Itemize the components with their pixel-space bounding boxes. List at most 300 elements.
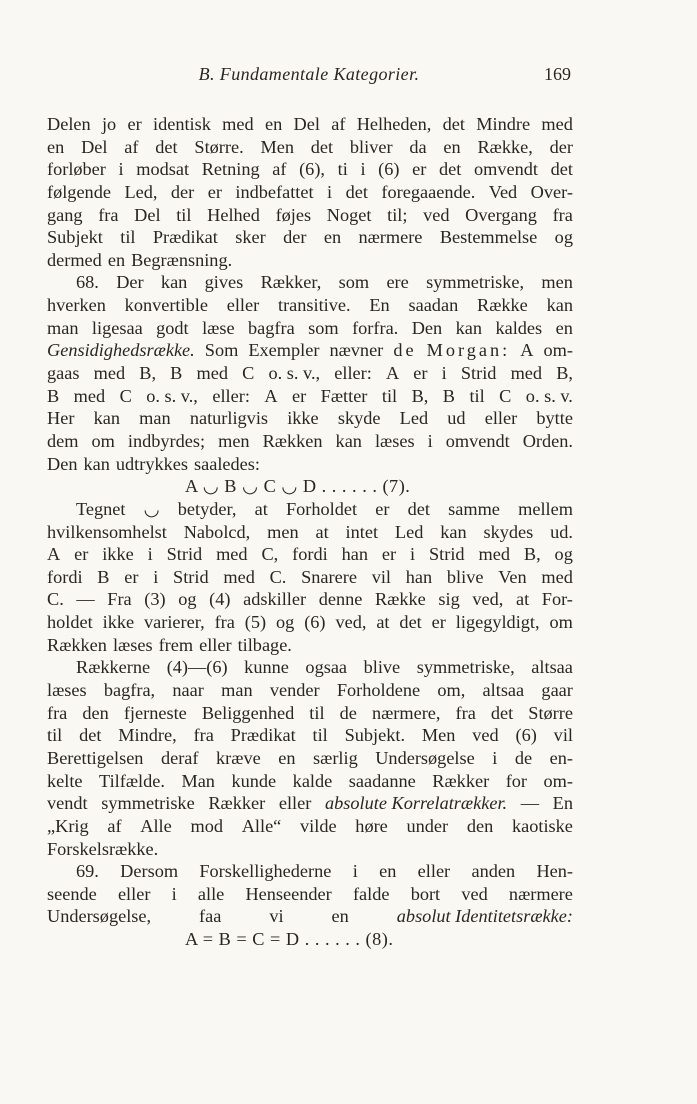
word: af bbox=[331, 114, 346, 134]
word: at bbox=[515, 589, 530, 610]
word: kan bbox=[546, 295, 573, 316]
word: Dersom bbox=[120, 861, 179, 882]
word: kan bbox=[160, 272, 188, 293]
word: Større bbox=[528, 702, 573, 723]
text-line bbox=[47, 430, 573, 453]
word: dem bbox=[47, 430, 79, 451]
word: at bbox=[376, 612, 390, 633]
word: sker bbox=[235, 227, 266, 248]
word: er bbox=[127, 114, 142, 134]
word: bort bbox=[410, 883, 441, 904]
word: læses bbox=[112, 634, 153, 655]
word: Orden. bbox=[522, 430, 573, 451]
word: med bbox=[541, 566, 573, 587]
word: Der bbox=[116, 272, 144, 293]
text-line bbox=[47, 724, 573, 747]
word: vendt bbox=[47, 793, 88, 814]
word: til bbox=[469, 385, 485, 406]
word: o. s. v., bbox=[146, 385, 198, 406]
word: ligesaa bbox=[91, 317, 143, 338]
word: det bbox=[310, 136, 334, 157]
word: og bbox=[554, 227, 573, 248]
word: o. s. v. bbox=[525, 385, 573, 406]
word: forløber bbox=[47, 159, 106, 180]
text-line bbox=[47, 498, 573, 521]
running-header bbox=[47, 64, 571, 90]
word: gang bbox=[47, 204, 83, 225]
word: Mindre bbox=[476, 114, 531, 134]
word: nævner bbox=[329, 340, 384, 361]
word: C. bbox=[269, 566, 287, 587]
text-line bbox=[47, 317, 573, 340]
text-line bbox=[47, 883, 573, 906]
text-line bbox=[47, 249, 573, 272]
word: fra bbox=[214, 612, 235, 633]
word: o. s. v., bbox=[268, 363, 321, 384]
word: tilbage. bbox=[237, 634, 292, 655]
word: naar bbox=[172, 680, 204, 701]
word: Subjekt bbox=[47, 227, 103, 248]
word: Undersøgelse bbox=[375, 747, 475, 768]
word: (5) bbox=[244, 612, 267, 633]
word: Noget bbox=[326, 204, 372, 225]
word: i bbox=[360, 159, 366, 180]
word: forfra. bbox=[352, 317, 399, 338]
word: om, bbox=[437, 680, 466, 701]
text-line bbox=[47, 362, 573, 385]
word: alle bbox=[197, 883, 225, 904]
word: ogsaa bbox=[305, 657, 348, 678]
word: er bbox=[381, 544, 397, 565]
word: C. bbox=[47, 589, 64, 610]
word: gaas bbox=[47, 363, 80, 384]
word: fra bbox=[47, 702, 68, 723]
word: — bbox=[76, 589, 95, 610]
word: Retning bbox=[201, 159, 260, 180]
word: A bbox=[47, 544, 61, 565]
word: anden bbox=[471, 861, 516, 882]
word: gaar bbox=[541, 680, 573, 701]
word: at bbox=[315, 521, 329, 542]
word: Led, bbox=[124, 181, 158, 202]
word: Rækker bbox=[208, 793, 266, 814]
text-line bbox=[47, 113, 573, 136]
word: fra bbox=[552, 204, 573, 225]
word: vi bbox=[269, 906, 284, 927]
word: Fra bbox=[107, 589, 132, 610]
word: B, bbox=[139, 363, 157, 384]
word: dermed bbox=[47, 249, 102, 270]
word: en bbox=[379, 861, 397, 882]
word: læse bbox=[202, 317, 235, 338]
word: en bbox=[323, 227, 342, 248]
word: mellem bbox=[518, 498, 573, 519]
word: ud bbox=[447, 408, 466, 429]
word: Strid bbox=[429, 544, 465, 565]
word: (3) bbox=[144, 589, 166, 610]
word: Snarere bbox=[301, 566, 357, 587]
word: altsaa bbox=[531, 657, 573, 678]
text-line bbox=[47, 521, 573, 544]
text-line bbox=[47, 158, 573, 181]
word: 68. bbox=[76, 272, 99, 293]
word: i bbox=[492, 747, 498, 768]
word: Bestemmelse bbox=[439, 227, 538, 248]
word: omvendt bbox=[445, 430, 510, 451]
text-line bbox=[47, 385, 573, 408]
word: af bbox=[272, 159, 287, 180]
word: A = B = C = D . . . . . . (8). bbox=[185, 929, 394, 950]
word: ligegyldigt, bbox=[455, 612, 540, 633]
word: Over- bbox=[530, 181, 573, 202]
word: Rækkerne bbox=[76, 657, 151, 678]
word: ved, bbox=[472, 589, 504, 610]
word: ved bbox=[423, 204, 450, 225]
word: fra bbox=[455, 702, 476, 723]
word: ◡ bbox=[143, 498, 160, 519]
word: identisk bbox=[152, 114, 211, 134]
word: følgende bbox=[47, 181, 111, 202]
word: om- bbox=[543, 340, 573, 361]
word: intet bbox=[345, 521, 379, 542]
word: til bbox=[120, 227, 136, 248]
word: Som bbox=[204, 340, 239, 361]
word: en- bbox=[549, 747, 573, 768]
text-line bbox=[47, 294, 573, 317]
word: til bbox=[47, 725, 63, 746]
word: skydes bbox=[483, 521, 534, 542]
word: naturligvis bbox=[189, 408, 269, 429]
word: B bbox=[47, 385, 60, 406]
word: og bbox=[276, 612, 295, 633]
word: bagfra bbox=[248, 317, 295, 338]
word: B bbox=[442, 385, 455, 406]
word: i bbox=[118, 159, 124, 180]
word: en bbox=[264, 114, 283, 134]
word: de bbox=[393, 340, 417, 361]
word: samme bbox=[448, 498, 500, 519]
running-title: B. Fundamentale Kategorier. bbox=[198, 64, 420, 84]
word: er bbox=[413, 363, 428, 384]
word: kan bbox=[455, 317, 483, 338]
word: Gensidighedsrække. bbox=[47, 340, 195, 361]
text-line bbox=[47, 566, 573, 589]
word: af bbox=[124, 136, 139, 157]
word: det bbox=[438, 159, 462, 180]
word: C bbox=[119, 385, 132, 406]
text-line bbox=[47, 905, 573, 928]
word: B bbox=[97, 566, 110, 587]
word: Men bbox=[421, 725, 456, 746]
word: med bbox=[222, 114, 254, 134]
word: symmetriske, bbox=[426, 272, 525, 293]
word: Nabolcd, bbox=[183, 521, 251, 542]
word: Subjekt. bbox=[344, 725, 406, 746]
word: saaledes: bbox=[193, 453, 260, 474]
word: at bbox=[254, 498, 268, 519]
word: Ved bbox=[488, 181, 518, 202]
word: ved, bbox=[335, 612, 367, 633]
word: blive bbox=[363, 657, 401, 678]
text-line bbox=[47, 860, 573, 883]
word: Den bbox=[47, 453, 78, 474]
word: fra bbox=[193, 725, 214, 746]
word: en bbox=[555, 317, 573, 338]
word: betyder, bbox=[177, 498, 237, 519]
word: man bbox=[139, 408, 171, 429]
word: Exempler bbox=[248, 340, 320, 361]
word: kalde bbox=[292, 770, 333, 791]
word: Forholdet bbox=[285, 498, 358, 519]
word: Beliggenhed bbox=[201, 702, 295, 723]
word: om bbox=[549, 612, 573, 633]
text-line bbox=[47, 453, 573, 476]
word: som bbox=[308, 317, 339, 338]
word: han bbox=[405, 566, 433, 587]
word: ikke bbox=[102, 612, 135, 633]
text-line bbox=[47, 838, 573, 861]
word: Del bbox=[81, 136, 108, 157]
word: bagfra, bbox=[103, 680, 156, 701]
word: modsat bbox=[136, 159, 190, 180]
word: godt bbox=[156, 317, 189, 338]
text-line bbox=[47, 407, 573, 430]
word: Hen- bbox=[536, 861, 573, 882]
word: det bbox=[155, 136, 178, 157]
word: Tilfælde. bbox=[99, 770, 165, 791]
word: læses bbox=[374, 430, 415, 451]
word: en bbox=[107, 249, 126, 270]
text-line bbox=[47, 271, 573, 294]
word: den bbox=[82, 702, 109, 723]
word: En bbox=[552, 793, 573, 814]
text-line bbox=[47, 226, 573, 249]
word: Man bbox=[181, 770, 215, 791]
text-line bbox=[47, 204, 573, 227]
word: Men bbox=[260, 136, 294, 157]
word: med bbox=[93, 363, 126, 384]
word: Ven bbox=[498, 566, 527, 587]
word: indbefattet bbox=[235, 181, 314, 202]
word: Række bbox=[374, 589, 426, 610]
word: udtrykkes bbox=[115, 453, 188, 474]
word: men bbox=[218, 430, 250, 451]
word: Strid bbox=[173, 566, 209, 587]
word: af bbox=[107, 815, 122, 836]
word: i bbox=[147, 544, 153, 565]
word: i bbox=[427, 430, 433, 451]
word: skyde bbox=[337, 408, 381, 429]
word: med bbox=[223, 566, 255, 587]
word: — bbox=[520, 793, 540, 814]
word: der bbox=[170, 181, 195, 202]
word: (4) bbox=[209, 589, 231, 610]
word: ved bbox=[472, 725, 499, 746]
word: der bbox=[283, 227, 307, 248]
word: bliver bbox=[349, 136, 393, 157]
word: Fætter bbox=[320, 385, 368, 406]
word: det bbox=[399, 612, 422, 633]
word: eller bbox=[117, 883, 151, 904]
word: symmetriske, bbox=[416, 657, 515, 678]
formula-line bbox=[47, 928, 573, 951]
word: Delen bbox=[47, 114, 91, 134]
word: B, bbox=[523, 544, 541, 565]
word: en bbox=[278, 747, 296, 768]
word: kaotiske bbox=[511, 815, 573, 836]
word: foregaaende. bbox=[381, 181, 476, 202]
word: med bbox=[478, 544, 510, 565]
text-line bbox=[47, 656, 573, 679]
word: bytte bbox=[536, 408, 573, 429]
word: eller bbox=[226, 295, 260, 316]
word: Række bbox=[477, 295, 528, 316]
word: En bbox=[369, 295, 390, 316]
word: kan bbox=[93, 408, 120, 429]
word: konvertible bbox=[124, 295, 208, 316]
word: de bbox=[339, 702, 357, 723]
word: omvendt bbox=[473, 159, 538, 180]
word: en bbox=[47, 136, 65, 157]
word: hvilkensomhelst bbox=[47, 521, 167, 542]
word: en bbox=[331, 906, 349, 927]
formula-line bbox=[47, 475, 573, 498]
word: denne bbox=[318, 589, 363, 610]
word: ti bbox=[337, 159, 348, 180]
word: det bbox=[407, 498, 430, 519]
word: mod bbox=[190, 815, 223, 836]
word: fjerneste bbox=[123, 702, 187, 723]
word: C, bbox=[261, 544, 279, 565]
word: er bbox=[74, 544, 89, 565]
word: symmetriske bbox=[101, 793, 195, 814]
word: i bbox=[153, 566, 159, 587]
word: absolute Korrelatrækker. bbox=[324, 793, 508, 814]
word: i bbox=[441, 363, 447, 384]
word: eller bbox=[417, 861, 451, 882]
word: i bbox=[327, 181, 333, 202]
word: adskiller bbox=[243, 589, 307, 610]
word: transitive. bbox=[277, 295, 351, 316]
word: om- bbox=[543, 770, 573, 791]
word: ikke bbox=[102, 544, 134, 565]
word: til bbox=[381, 385, 398, 406]
word: absolut Identitetsrække: bbox=[396, 906, 573, 927]
word: Alle“ bbox=[241, 815, 282, 836]
word: frem bbox=[158, 634, 194, 655]
word: det bbox=[550, 159, 573, 180]
word: kræve bbox=[216, 747, 261, 768]
word: Prædikat bbox=[230, 725, 296, 746]
text-line bbox=[47, 543, 573, 566]
word: til bbox=[176, 204, 192, 225]
word: Led bbox=[394, 521, 424, 542]
word: ikke bbox=[287, 408, 319, 429]
word: er bbox=[124, 566, 139, 587]
word: Alle bbox=[140, 815, 172, 836]
word: Her bbox=[47, 408, 75, 429]
text-line bbox=[47, 770, 573, 793]
word: er bbox=[207, 181, 222, 202]
word: A bbox=[264, 385, 278, 406]
word: Forskellighederne bbox=[199, 861, 332, 882]
word: C bbox=[499, 385, 512, 406]
word: altsaa bbox=[482, 680, 525, 701]
word: eller bbox=[199, 634, 232, 655]
word: som bbox=[338, 272, 370, 293]
word: med bbox=[196, 363, 228, 384]
word: seende bbox=[47, 883, 97, 904]
word: kan bbox=[440, 521, 467, 542]
word: eller: bbox=[212, 385, 250, 406]
text-line bbox=[47, 136, 573, 159]
word: Henseender bbox=[245, 883, 332, 904]
word: Undersøgelse, bbox=[47, 906, 152, 927]
word: Rækker bbox=[432, 770, 490, 791]
text-line bbox=[47, 339, 573, 362]
word: Helhed bbox=[207, 204, 260, 225]
word: fordi bbox=[292, 544, 328, 565]
word: og bbox=[178, 589, 197, 610]
text-line bbox=[47, 815, 573, 838]
word: jo bbox=[101, 114, 117, 134]
word: i bbox=[410, 544, 416, 565]
text-line bbox=[47, 747, 573, 770]
word: blive bbox=[446, 566, 484, 587]
word: vil bbox=[553, 725, 573, 746]
word: vil bbox=[371, 566, 391, 587]
body-text bbox=[47, 113, 573, 951]
word: kan bbox=[335, 430, 362, 451]
text-line bbox=[47, 611, 573, 634]
text-line bbox=[47, 181, 573, 204]
word: og bbox=[554, 544, 573, 565]
word: Rækker, bbox=[260, 272, 322, 293]
word: ved bbox=[461, 883, 488, 904]
word: vilde bbox=[300, 815, 337, 836]
word: om bbox=[91, 430, 115, 451]
word: Del bbox=[293, 114, 320, 134]
word: kunde bbox=[231, 770, 277, 791]
word: det bbox=[79, 725, 102, 746]
word: kaldes bbox=[495, 317, 543, 338]
word: C bbox=[242, 363, 255, 384]
word: til bbox=[312, 725, 328, 746]
word: det bbox=[345, 181, 368, 202]
word: nærmere, bbox=[371, 702, 441, 723]
word: saadan bbox=[408, 295, 459, 316]
word: men bbox=[541, 272, 573, 293]
word: (6) bbox=[515, 725, 537, 746]
word: B, bbox=[556, 363, 573, 384]
text-line bbox=[47, 679, 573, 702]
word: (6) bbox=[378, 159, 400, 180]
word: kelte bbox=[47, 770, 83, 791]
word: faa bbox=[199, 906, 222, 927]
word: Begrænsning. bbox=[131, 249, 233, 270]
word: nærmere bbox=[508, 883, 573, 904]
word: indbyrdes; bbox=[127, 430, 206, 451]
word: sig bbox=[438, 589, 460, 610]
word: er bbox=[412, 159, 427, 180]
word: vender bbox=[269, 680, 320, 701]
word: A bbox=[520, 340, 534, 361]
word: føjes bbox=[275, 204, 312, 225]
word: eller bbox=[278, 793, 312, 814]
word: varierer, bbox=[144, 612, 205, 633]
word: Større. bbox=[194, 136, 244, 157]
word: de bbox=[514, 747, 533, 768]
